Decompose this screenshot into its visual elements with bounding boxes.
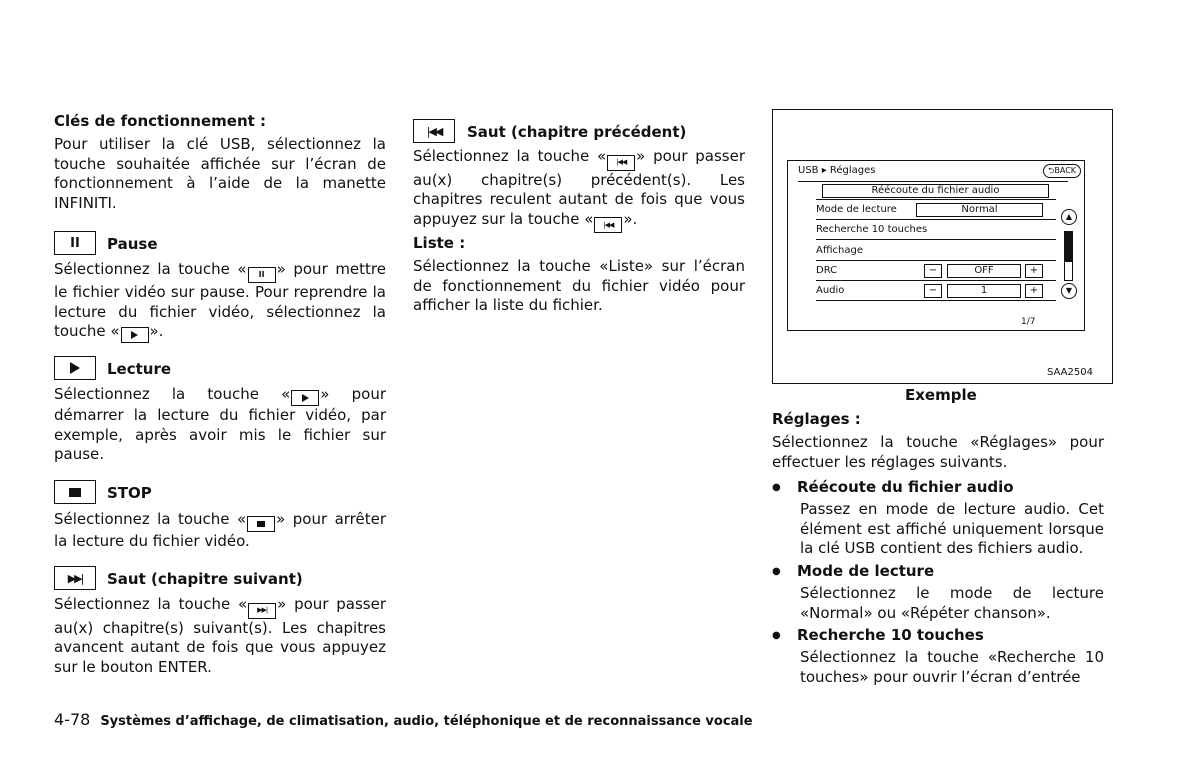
- next-chapter-label: Saut (chapitre suivant): [107, 570, 303, 588]
- stop-inline-icon: [247, 516, 275, 532]
- previous-chapter-key-icon: |◀◀: [413, 119, 455, 143]
- drc-row[interactable]: [816, 262, 1056, 281]
- pause-key-icon: [54, 231, 96, 255]
- page-number: 4-78: [54, 710, 91, 729]
- drc-label: DRC: [816, 265, 838, 276]
- search-10-row[interactable]: [816, 221, 1056, 240]
- replay-audio-button[interactable]: Réécoute du fichier audio: [822, 184, 1049, 198]
- play-mode-value: Normal: [916, 203, 1043, 217]
- play-text: Sélectionnez la touche « » pour démarrer la lecture du fichier vidéo, par exemple, après avoir mis le fichier sur pause.: [54, 385, 387, 464]
- scrollbar-thumb[interactable]: [1065, 232, 1072, 262]
- previous-chapter-inline-icon-2: |◀◀: [594, 217, 622, 233]
- stop-key-icon: [54, 480, 96, 504]
- search-10-label: Recherche 10 touches: [816, 224, 928, 235]
- play-mode-row[interactable]: [816, 201, 1056, 220]
- play-inline-icon: [291, 390, 319, 406]
- play-mode-label: Mode de lecture: [816, 204, 897, 215]
- pause-symbol: II: [70, 235, 80, 251]
- settings-intro: Sélectionnez la touche «Réglages» pour effectuer les réglages suivants.: [772, 433, 1104, 471]
- bullet-search-title: ● Recherche 10 touches: [797, 626, 984, 644]
- display-label: Affichage: [816, 245, 863, 256]
- operation-keys-intro: Pour utiliser la clé USB, sélectionnez la touche souhaitée affichée sur l’écran de fonctionnement à l’aide de la manette INFINITI.: [54, 135, 386, 212]
- audio-minus-button[interactable]: −: [924, 284, 942, 298]
- figure-code: SAA2504: [1047, 367, 1093, 378]
- figure-caption: Exemple: [905, 386, 977, 404]
- pause-text: Sélectionnez la touche « II » pour mettre le fichier vidéo sur pause. Pour reprendre la lecture du fichier vidéo, sélectionnez la touche « ».: [54, 260, 386, 343]
- previous-chapter-label: Saut (chapitre précédent): [467, 123, 687, 141]
- audio-value: 1: [947, 284, 1021, 298]
- audio-row[interactable]: [816, 282, 1056, 301]
- bullet-mode-title: ● Mode de lecture: [797, 562, 934, 580]
- next-chapter-text: Sélectionnez la touche « ▶▶| » pour passer au(x) chapitre(s) suivant(s). Les chapitres avancent autant de fois que vous appuyez sur le bouton ENTER.: [54, 595, 386, 676]
- scroll-down-icon[interactable]: ▼: [1061, 283, 1077, 299]
- drc-minus-button[interactable]: −: [924, 264, 942, 278]
- pause-label: Pause: [107, 235, 158, 253]
- settings-heading: Réglages :: [772, 410, 861, 428]
- list-text: Sélectionnez la touche «Liste» sur l’écran de fonctionnement du fichier vidéo pour afficher la liste du fichier.: [413, 257, 745, 315]
- page-footer: [54, 710, 753, 729]
- bullet-mode-text: Sélectionnez le mode de lecture «Normal» ou «Répéter chanson».: [800, 584, 1104, 622]
- play-key-icon: [54, 356, 96, 380]
- settings-screen: [787, 160, 1085, 331]
- play-inline-icon: [121, 327, 149, 343]
- back-button[interactable]: ⮌BACK: [1043, 164, 1081, 178]
- scroll-up-icon[interactable]: ▲: [1061, 209, 1077, 225]
- play-label: Lecture: [107, 360, 172, 378]
- screen-header: USB ▸ Réglages: [798, 165, 876, 176]
- replay-audio-row[interactable]: [816, 181, 1056, 200]
- pause-inline-icon: II: [248, 267, 276, 283]
- drc-plus-button[interactable]: +: [1025, 264, 1043, 278]
- previous-chapter-text: Sélectionnez la touche « |◀◀ » pour passer au(x) chapitre(s) précédent(s). Les chapitres reculent autant de fois que vous appuyez sur la touche « |◀◀ ».: [413, 147, 745, 233]
- footer-title: Systèmes d’affichage, de climatisation, audio, téléphonique et de reconnaissance vocale: [100, 714, 753, 729]
- list-heading: Liste :: [413, 234, 466, 252]
- next-chapter-inline-icon: ▶▶|: [248, 603, 276, 619]
- bullet-search-text: Sélectionnez la touche «Recherche 10 touches» pour ouvrir l’écran d’entrée: [800, 648, 1104, 686]
- bullet-replay-title: ● Réécoute du fichier audio: [797, 478, 1014, 496]
- bullet-replay-text: Passez en mode de lecture audio. Cet élément est affiché uniquement lorsque la clé USB contient des fichiers audio.: [800, 500, 1104, 558]
- stop-label: STOP: [107, 484, 152, 502]
- operation-keys-heading: Clés de fonctionnement :: [54, 112, 267, 130]
- scrollbar[interactable]: [1064, 231, 1073, 281]
- display-row[interactable]: [816, 242, 1056, 261]
- audio-label: Audio: [816, 285, 845, 296]
- next-chapter-key-icon: ▶▶|: [54, 566, 96, 590]
- drc-value: OFF: [947, 264, 1021, 278]
- usb-settings-screen-figure: [772, 109, 1113, 384]
- stop-text: Sélectionnez la touche « » pour arrêter la lecture du fichier vidéo.: [54, 510, 387, 550]
- page-indicator: 1/7: [1021, 317, 1036, 327]
- previous-chapter-inline-icon: |◀◀: [607, 155, 635, 171]
- audio-plus-button[interactable]: +: [1025, 284, 1043, 298]
